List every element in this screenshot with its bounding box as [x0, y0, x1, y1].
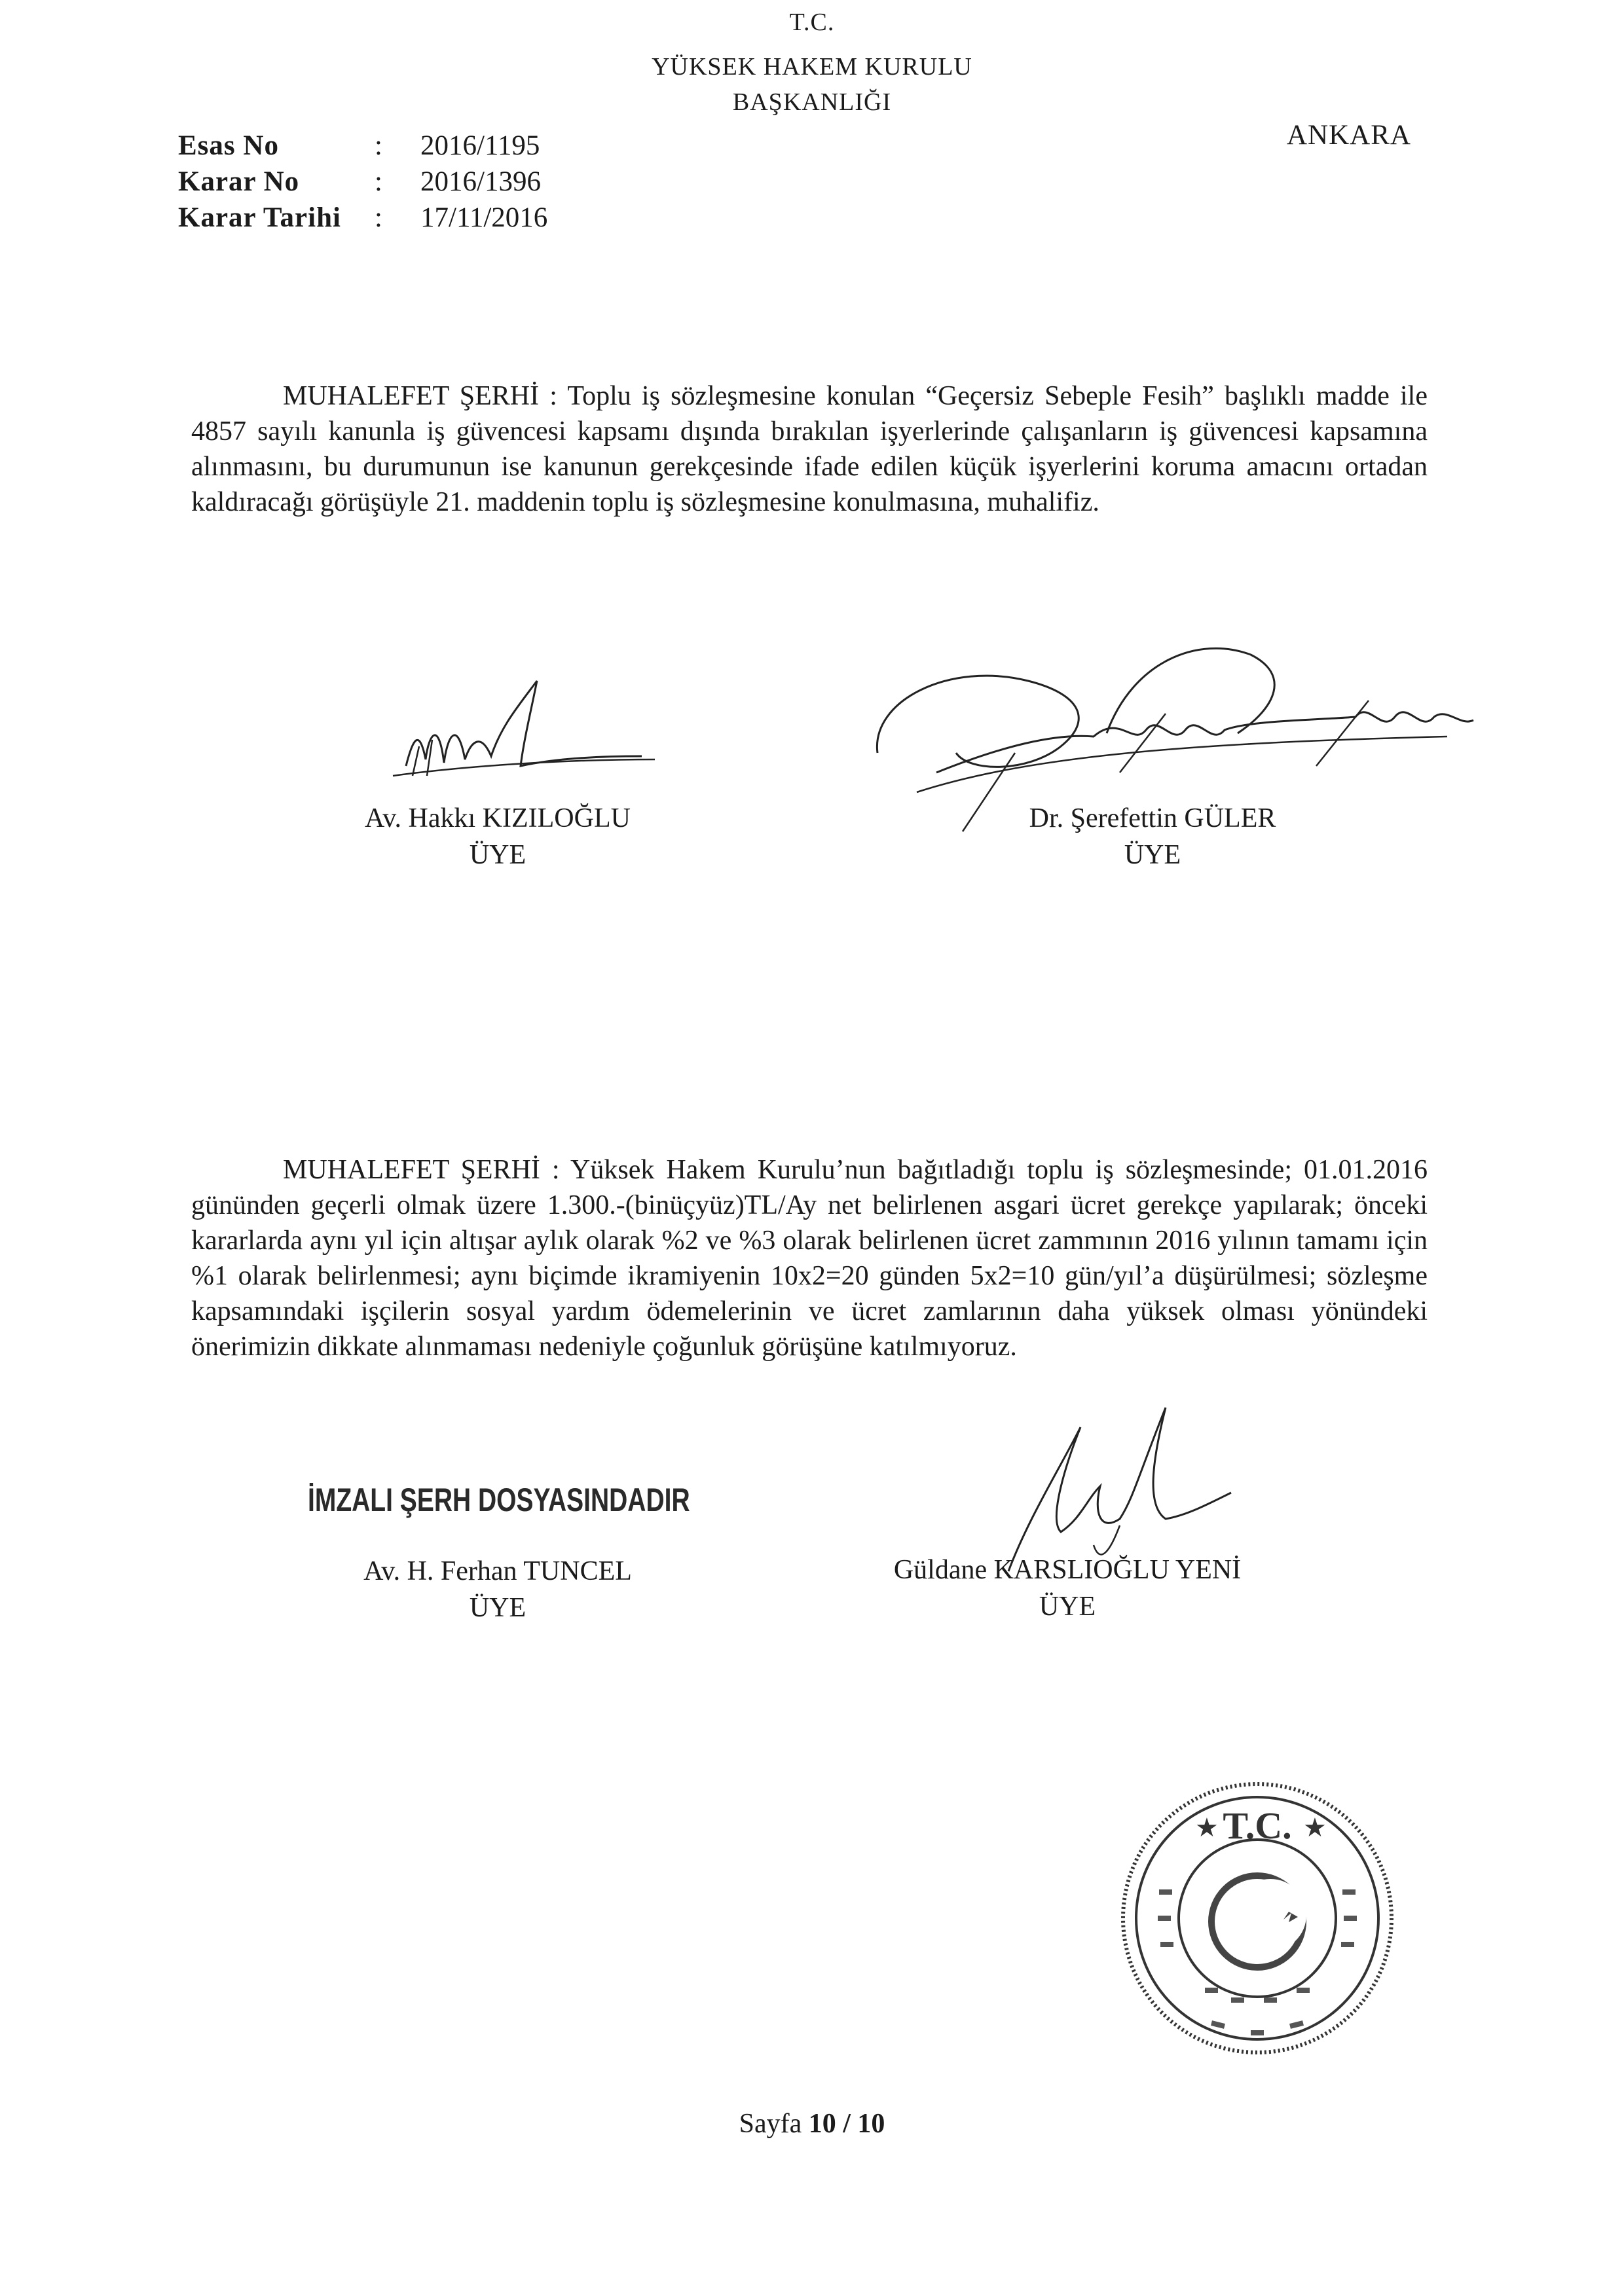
- meta-value: 2016/1396: [420, 166, 541, 197]
- signatory-2: [943, 800, 1362, 873]
- meta-label: Karar Tarihi: [178, 202, 341, 233]
- dissent-paragraph-1: [191, 378, 1428, 520]
- meta-row-esas: [178, 128, 547, 164]
- signatory-1: [288, 800, 707, 873]
- seal-top-text: T.C.: [1223, 1804, 1292, 1847]
- signed-dissent-stamp-note: İMZALI ŞERH DOSYASINDADIR: [308, 1482, 690, 1518]
- signatory-name: Av. H. Ferhan TUNCEL: [363, 1556, 632, 1586]
- page-number: 10 / 10: [808, 2109, 885, 2139]
- header-city: ANKARA: [1287, 120, 1411, 151]
- meta-row-tarih: [178, 200, 547, 236]
- dissent-text: MUHALEFET ŞERHİ : Toplu iş sözleşmesine konulan “Geçersiz Sebeple Fesih” başlıklı madde ile 4857 sayılı kanunla iş güvencesi kapsamı dışında bırakılan işyerlerinde çalışanların iş güvencesi kapsamına alınmasını, bu durumunun ise kanunun gerekçesinde ifade edilen küçük işyerlerini koruma amacını ortadan kaldıracağı görüşüyle 21. maddenin toplu iş sözleşmesine konulmasına, muhalifiz.: [191, 381, 1428, 517]
- svg-text:★: ★: [1303, 1813, 1327, 1843]
- meta-value: 17/11/2016: [420, 202, 548, 233]
- case-meta: [178, 128, 547, 236]
- signatory-name: Av. Hakkı KIZILOĞLU: [365, 803, 631, 833]
- meta-colon: :: [375, 130, 382, 161]
- signatory-role: ÜYE: [469, 840, 526, 870]
- meta-label: Esas No: [178, 130, 279, 161]
- signatory-role: ÜYE: [1039, 1592, 1096, 1622]
- header-presidency: BAŞKANLIĞI: [732, 88, 892, 116]
- signatory-role: ÜYE: [1124, 840, 1181, 870]
- page-footer: [0, 2108, 1624, 2140]
- meta-colon: :: [375, 166, 382, 197]
- page-label: Sayfa: [739, 2109, 809, 2139]
- svg-text:★: ★: [1195, 1813, 1219, 1843]
- signature-kiziloglu: [367, 668, 681, 799]
- signatory-name: Dr. Şerefettin GÜLER: [1029, 803, 1276, 833]
- header-tc: T.C.: [789, 9, 835, 36]
- signatory-name: Güldane KARSLIOĞLU YENİ: [893, 1555, 1242, 1585]
- meta-colon: :: [375, 202, 382, 233]
- meta-row-karar: [178, 164, 547, 200]
- signatory-3: [805, 1552, 1329, 1625]
- signatory-role: ÜYE: [469, 1593, 526, 1623]
- signatory-4: [288, 1553, 707, 1626]
- meta-value: 2016/1195: [420, 130, 540, 161]
- meta-label: Karar No: [178, 166, 300, 197]
- dissent-text: MUHALEFET ŞERHİ : Yüksek Hakem Kurulu’nun bağıtladığı toplu iş sözleşmesinde; 01.01.2016 gününden geçerli olmak üzere 1.300.-(binüçyüz)TL/Ay net belirlenen asgari ücret gerekçe yapılarak; önceki kararlarda aynı yıl için altışar aylık olarak %2 ve %3 olarak belirlenen ücret zammının 2016 yılının tamamı için %1 olarak belirlenmesi; aynı biçimde ikramiyenin 10x2=20 günden 5x2=10 gün/yıl’a düşürülmesi; sözleşme kapsamındaki işçilerin sosyal yardım ödemelerinin ve ücret zamlarının daha yüksek olması yönündeki önerimizin dikkate alınmaması nedeniyle çoğunluk görüşüne katılmıyoruz.: [191, 1155, 1428, 1362]
- official-seal: [1113, 1774, 1401, 2062]
- header-institution: YÜKSEK HAKEM KURULU: [652, 53, 972, 81]
- dissent-paragraph-2: [191, 1152, 1428, 1364]
